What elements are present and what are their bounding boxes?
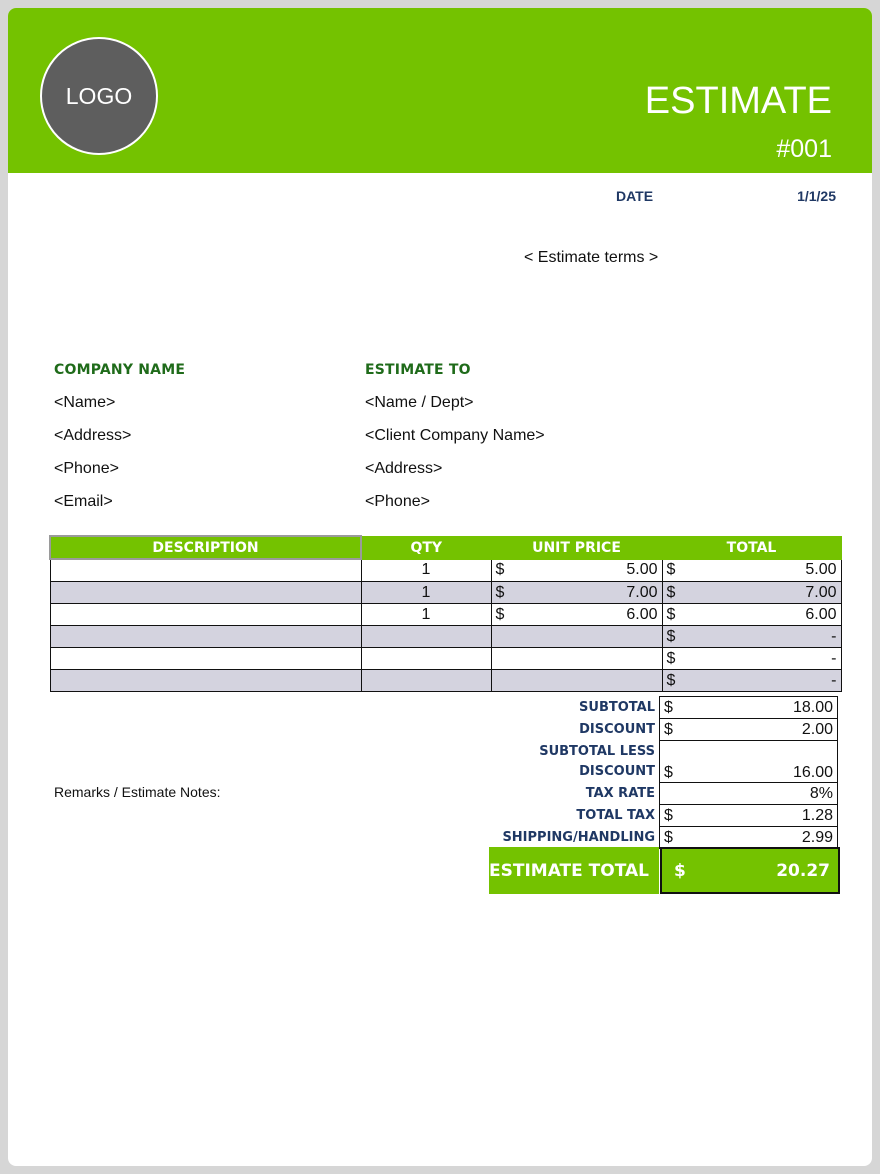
description-cell[interactable] [50, 626, 361, 648]
currency-symbol: $ [666, 561, 676, 579]
subtotal-less-discount-value[interactable] [660, 741, 838, 783]
estimate-terms[interactable]: < Estimate terms > [524, 249, 659, 266]
table-row [50, 670, 841, 692]
unit-price-cell[interactable] [491, 582, 662, 604]
subtotal-row [489, 697, 838, 719]
discount-label: DISCOUNT [579, 722, 655, 737]
client-name-line[interactable]: <Name / Dept> [365, 394, 474, 411]
shipping-row [489, 827, 838, 849]
estimate-total-block [489, 847, 840, 894]
col-total: TOTAL [662, 536, 841, 559]
currency-symbol: $ [495, 583, 505, 601]
currency-symbol: $ [664, 720, 673, 738]
amount: 20.27 [776, 860, 830, 881]
description-cell[interactable] [50, 559, 361, 582]
total-cell [662, 604, 841, 626]
qty-cell[interactable] [361, 670, 491, 692]
amount: 7.00 [805, 583, 837, 601]
line-items-table [49, 535, 842, 692]
company-name-line[interactable]: <Name> [54, 394, 116, 411]
subtotal-less-discount-row [489, 741, 838, 783]
amount: - [831, 627, 837, 645]
estimate-number: #001 [776, 135, 832, 163]
document-title: ESTIMATE [644, 80, 832, 122]
amount: 18.00 [792, 698, 833, 716]
estimate-total-label: ESTIMATE TOTAL [489, 847, 659, 894]
tax-rate-value[interactable]: 8% [660, 783, 838, 805]
table-header-row [50, 536, 841, 559]
currency-symbol: $ [664, 698, 673, 716]
total-cell [662, 559, 841, 582]
amount: 5.00 [805, 561, 837, 579]
col-qty: QTY [361, 536, 491, 559]
total-cell [662, 648, 841, 670]
table-row [50, 582, 841, 604]
description-cell[interactable] [50, 604, 361, 626]
date-label: DATE [616, 188, 654, 204]
qty-cell[interactable] [361, 648, 491, 670]
remarks-notes[interactable]: Remarks / Estimate Notes: [54, 784, 221, 800]
unit-price-cell[interactable] [491, 648, 662, 670]
client-address-line[interactable]: <Address> [365, 460, 443, 477]
amount: 7.00 [626, 583, 658, 601]
client-phone-line[interactable]: <Phone> [365, 493, 430, 510]
description-cell[interactable] [50, 670, 361, 692]
company-phone-line[interactable]: <Phone> [54, 460, 119, 477]
label-line: SUBTOTAL LESS [539, 743, 655, 759]
total-cell [662, 626, 841, 648]
company-email-line[interactable]: <Email> [54, 493, 113, 510]
company-name-heading: COMPANY NAME [54, 362, 186, 378]
currency-symbol: $ [674, 860, 686, 881]
currency-symbol: $ [495, 561, 505, 579]
totals-table [489, 696, 838, 849]
unit-price-cell[interactable] [491, 670, 662, 692]
estimate-total-value[interactable] [660, 847, 840, 894]
currency-symbol: $ [664, 764, 673, 781]
unit-price-cell[interactable] [491, 559, 662, 582]
shipping-label: SHIPPING/HANDLING [502, 830, 655, 845]
amount: - [831, 649, 837, 667]
total-tax-label: TOTAL TAX [576, 808, 655, 823]
amount: 1.28 [801, 806, 833, 824]
description-cell[interactable] [50, 648, 361, 670]
col-description: DESCRIPTION [50, 536, 361, 559]
total-cell [662, 582, 841, 604]
header-band [8, 8, 872, 173]
amount: 2.99 [801, 828, 833, 846]
subtotal-less-discount-label [489, 741, 660, 783]
col-unit-price: UNIT PRICE [491, 536, 662, 559]
table-row [50, 604, 841, 626]
total-cell [662, 670, 841, 692]
currency-symbol: $ [666, 649, 676, 667]
currency-symbol: $ [666, 671, 676, 689]
tax-rate-row [489, 783, 838, 805]
qty-cell[interactable]: 1 [361, 582, 491, 604]
estimate-page [8, 8, 872, 1166]
company-address-line[interactable]: <Address> [54, 427, 132, 444]
amount: 6.00 [805, 605, 837, 623]
description-cell[interactable] [50, 582, 361, 604]
label-line: DISCOUNT [579, 763, 655, 779]
subtotal-value[interactable] [660, 697, 838, 719]
amount: 6.00 [626, 605, 658, 623]
logo-placeholder[interactable]: LOGO [40, 37, 158, 155]
currency-symbol: $ [666, 583, 676, 601]
discount-row [489, 719, 838, 741]
unit-price-cell[interactable] [491, 604, 662, 626]
estimate-to-heading: ESTIMATE TO [365, 362, 471, 378]
table-row [50, 559, 841, 582]
qty-cell[interactable]: 1 [361, 604, 491, 626]
discount-value[interactable] [660, 719, 838, 741]
currency-symbol: $ [664, 806, 673, 824]
qty-cell[interactable] [361, 626, 491, 648]
currency-symbol: $ [664, 828, 673, 846]
tax-rate-label: TAX RATE [585, 786, 655, 801]
amount: 2.00 [801, 720, 833, 738]
date-value[interactable]: 1/1/25 [797, 188, 836, 204]
amount: - [831, 671, 837, 689]
table-row [50, 648, 841, 670]
total-tax-value[interactable] [660, 805, 838, 827]
currency-symbol: $ [495, 605, 505, 623]
currency-symbol: $ [666, 627, 676, 645]
client-company-line[interactable]: <Client Company Name> [365, 427, 545, 444]
shipping-value[interactable] [660, 827, 838, 849]
total-tax-row [489, 805, 838, 827]
table-row [50, 626, 841, 648]
qty-cell[interactable]: 1 [361, 559, 491, 582]
amount: 5.00 [626, 561, 658, 579]
currency-symbol: $ [666, 605, 676, 623]
amount: 16.00 [792, 764, 833, 781]
subtotal-label: SUBTOTAL [579, 700, 655, 715]
unit-price-cell[interactable] [491, 626, 662, 648]
